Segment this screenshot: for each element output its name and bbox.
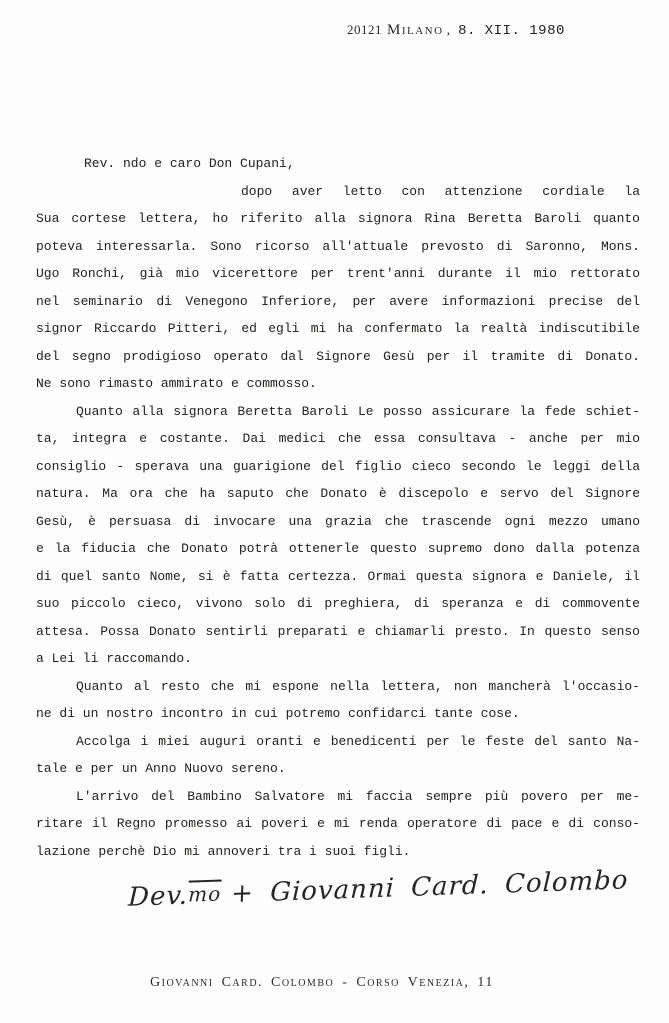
letter-line: ritare il Regno promesso ai poveri e mi renda operatore di pace e di conso- (36, 816, 640, 831)
letter-line: del segno prodigioso operato dal Signore Gesù per il tramite di Donato. (36, 348, 640, 364)
letter-line: dopo aver letto con attenzione cordiale la (241, 183, 640, 199)
letter-body (36, 150, 640, 865)
letter-line: L'arrivo del Bambino Salvatore mi faccia sempre più povero per me- (76, 788, 640, 804)
letter-line: Rev. ndo e caro Don Cupani, (84, 156, 295, 171)
letter-line: a Lei li raccomando. (36, 651, 193, 666)
letter-line: Ne sono rimasto ammirato e commosso. (36, 376, 317, 391)
letter-line: tale e per un Anno Nuovo sereno. (36, 761, 286, 776)
letter-line: ta, integra e costante. Dai medici che essa consultava - anche per mio (36, 431, 640, 446)
letter-line: lazione perchè Dio mi annoveri tra i suoi figli. (36, 843, 411, 859)
letter-line: di quel santo Nome, si è fatta certezza. Ormai questa signora e Daniele, il (36, 568, 640, 584)
letterhead (347, 21, 565, 39)
letter-line: Accolga i miei auguri oranti e benedicenti per le feste del santo Na- (76, 733, 640, 749)
letter-line: Gesù, è persuasa di invocare una grazia che trascende ogni mezzo umano (36, 513, 640, 529)
letter-line: Quanto alla signora Beretta Baroli Le posso assicurare la fede schiet- (76, 403, 640, 419)
letter-line: nel seminario di Venegono Inferiore, per avere informazioni precise del (36, 293, 640, 309)
letter-line: poteva interessarla. Sono ricorso all'attuale prevosto di Saronno, Mons. (36, 238, 640, 254)
letter-line: signor Riccardo Pitteri, ed egli mi ha confermato la realtà indiscutibile (36, 321, 640, 336)
letter-line: consiglio - sperava una guarigione del figlio cieco secondo le leggi della (36, 458, 640, 474)
letterhead-comma: , (446, 23, 451, 38)
letter-line: e la fiducia che Donato potrà ottenerle questo supremo dono dalla potenza (36, 541, 640, 556)
letter-line: natura. Ma ora che ha saputo che Donato è discepolo e servo del Signore (36, 486, 640, 501)
signature-handwriting (128, 865, 629, 913)
letter-line: Quanto al resto che mi espone nella lettera, non mancherà l'occasio- (76, 678, 640, 694)
letter-line: Sua cortese lettera, ho riferito alla signora Rina Beretta Baroli quanto (36, 211, 640, 226)
letter-line: Ugo Ronchi, già mio vicerettore per trent'anni durante il mio rettorato (36, 266, 640, 281)
letter-line: attesa. Possa Donato sentirli preparati e chiamarli presto. In questo senso (36, 623, 640, 639)
letter-line: ne di un nostro incontro in cui potremo confidarci tante cose. (36, 706, 520, 721)
letterhead-city: Milano (387, 22, 444, 38)
signature-abbrev-mo: $\overline{mo}$ (187, 881, 222, 907)
footer-printed-address: Giovanni Card. Colombo - Corso Venezia, 11 (150, 975, 494, 990)
letterhead-postal-code: 20121 (347, 22, 382, 37)
letter-date: 8. XII. 1980 (458, 23, 565, 39)
signature-name: + Giovanni Card. Colombo (230, 865, 630, 910)
letter-line: suo piccolo cieco, vivono solo di preghiera, di speranza e di commovente (36, 596, 640, 611)
signature-devotion-prefix: Dev. (127, 880, 189, 913)
